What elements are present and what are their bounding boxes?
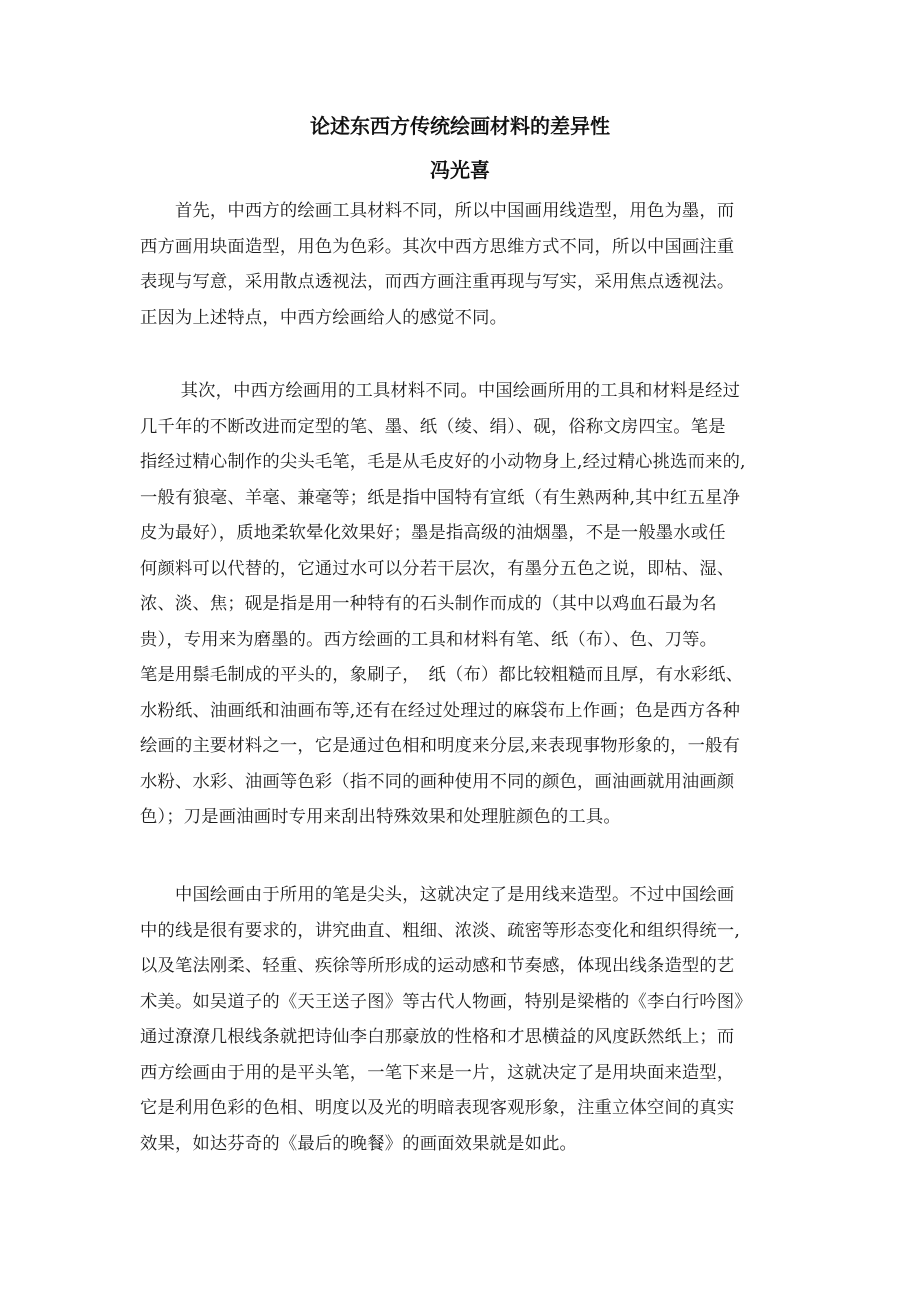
paragraph-line: 绘画的主要材料之一，它是通过色相和明度来分层,来表现事物形象的，一般有: [140, 736, 741, 756]
paragraph-line: 中的线是很有要求的，讲究曲直、粗细、浓淡、疏密等形态变化和组织得统一,: [140, 920, 741, 941]
paragraph-line: 其次，中西方绘画用的工具材料不同。中国绘画所用的工具和材料是经过: [140, 381, 741, 401]
paragraph-line: 通过潦潦几根线条就把诗仙李白那豪放的性格和才思横益的风度跃然纸上；而: [140, 1027, 735, 1047]
document-author: 冯光喜: [430, 158, 490, 182]
document-title: 论述东西方传统绘画材料的差异性: [310, 114, 610, 138]
paragraph-line: 术美。如吴道子的《天王送子图》等古代人物画，特别是梁楷的《李白行吟图》: [140, 991, 752, 1012]
paragraph-1: [140, 194, 796, 336]
paragraph-line: 效果，如达芬奇的《最后的晚餐》的画面效果就是如此。: [140, 1133, 578, 1154]
paragraph-line: 水粉纸、油画纸和油画布等,还有在经过处理过的麻袋布上作画；色是西方各种: [140, 700, 741, 721]
paragraph-3: [140, 878, 796, 1162]
paragraph-line: 笔是用鬃毛制成的平头的，象刷子， 纸（布）都比较粗糙而且厚，有水彩纸、: [140, 665, 744, 685]
paragraph-line: 西方画用块面造型，用色为色彩。其次中西方思维方式不同，所以中国画注重: [140, 236, 735, 257]
paragraph-line: 首先，中西方的绘画工具材料不同，所以中国画用线造型，用色为墨，而: [140, 201, 735, 221]
paragraph-line: 指经过精心制作的尖头毛笔，毛是从毛皮好的小动物身上,经过精心挑选而来的,: [140, 452, 746, 472]
paragraph-2: [140, 374, 796, 836]
paragraph-line: 中国绘画由于所用的笔是尖头，这就决定了是用线来造型。不过中国绘画: [140, 885, 735, 905]
paragraph-line: 西方绘画由于用的是平头笔，一笔下来是一片，这就决定了是用块面来造型，: [140, 1062, 735, 1083]
paragraph-line: 以及笔法刚柔、轻重、疾徐等所形成的运动感和节奏感，体现出线条造型的艺: [140, 956, 735, 976]
paragraph-line: 正因为上述特点，中西方绘画给人的感觉不同。: [140, 307, 508, 328]
paragraph-line: 一般有狼毫、羊毫、兼毫等；纸是指中国特有宣纸（有生熟两种,其中红五星净: [140, 487, 741, 508]
paragraph-line: 水粉、水彩、油画等色彩（指不同的画种使用不同的颜色，画油画就用油画颜: [140, 771, 735, 792]
paragraph-line: 皮为最好），质地柔软晕化效果好；墨是指高级的油烟墨，不是一般墨水或任: [140, 523, 726, 543]
paragraph-line: 色）；刀是画油画时专用来刮出特殊效果和处理脏颜色的工具。: [140, 807, 621, 827]
paragraph-line: 何颜料可以代替的，它通过水可以分若干层次，有墨分五色之说，即枯、湿、: [140, 558, 735, 579]
paragraph-line: 几千年的不断改进而定型的笔、墨、纸（绫、绢）、砚，俗称文房四宝。笔是: [140, 416, 726, 437]
paragraph-line: 表现与写意，采用散点透视法，而西方画注重再现与写实，采用焦点透视法。: [140, 272, 735, 292]
paragraph-line: 它是利用色彩的色相、明度以及光的明暗表现客观形象，注重立体空间的真实: [140, 1098, 735, 1118]
paragraph-line: 贵），专用来为磨墨的。西方绘画的工具和材料有笔、纸（布）、色、刀等。: [140, 629, 718, 650]
paragraph-line: 浓、淡、焦；砚是指是用一种特有的石头制作而成的（其中以鸡血石最为名: [140, 594, 717, 614]
